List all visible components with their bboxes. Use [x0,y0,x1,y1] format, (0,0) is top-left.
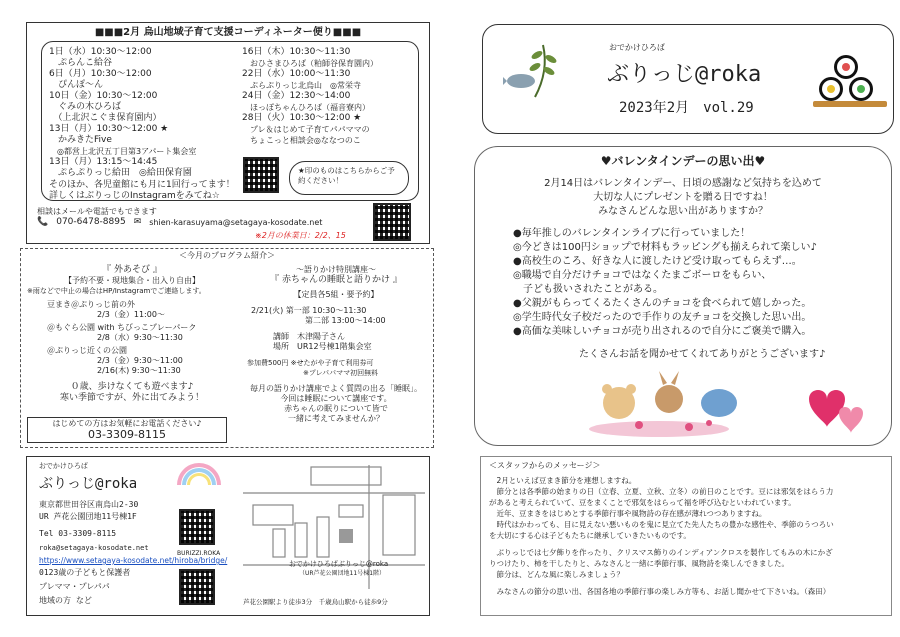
leaf-illustration [503,41,563,101]
schedule-left-10: 13日（月）13:15～14:45 [49,157,158,167]
map-label: おでかけひろばぶりっじ@roka [289,560,389,568]
access-line-1: UR 芦花公園団地11号棟1F [39,512,137,521]
masthead-name: ぶりっじ@roka [607,62,762,87]
schedule-right-7: プレ＆はじめて子育てパパママの [242,125,370,134]
staff-box [480,456,892,616]
soto-item-5: 2/3（金）9:30～11:00 [97,356,183,365]
valentine-items [513,227,817,339]
valentine-item-4: 子ども扱いされたことがある。 [513,284,663,295]
staff-paras [489,475,834,597]
schedule-left-8: かみきたFive [49,135,112,145]
soto-sub: 【予約不要・現地集合・出入り自由】 [64,276,200,285]
masthead-issue: 2023年2月 vol.29 [619,100,754,116]
soto-footer1: ０歳、歩けなくても遊べます♪ [70,382,194,392]
valentine-intro-1: 大切な人にプレゼントを贈る日ですね！ [593,192,773,203]
call-label: はじめての方はお気軽にお電話ください♪ [52,419,202,428]
phone-icon: 📞 [37,217,49,227]
access-small-title: おでかけひろば [39,462,88,470]
talk-msg1: 毎月の語りかけ講座でよく質問の出る「睡眠」。 [250,384,422,393]
reserve-bubble [289,161,409,195]
access-target2: プレママ・プレパパ [39,582,110,591]
staff-para-2: があると考えられていて、豆をまくことで邪気をはらって福を呼び込むといわれています。 [489,498,796,507]
soto-item-3: 2/8（水）9:30～11:30 [97,333,183,342]
soto-footer2: 寒い季節ですが、外に出てみよう！ [59,393,204,403]
schedule-left [49,47,235,202]
soto-column [27,265,237,404]
schedule-right [242,47,378,146]
schedule-left-6: （上北沢こぐま保育園内） [49,113,162,123]
holiday-note: ※2月の休業日：2/2、15 [255,231,346,240]
access-target1: 0123歳の子どもと保護者 [39,568,131,577]
mail-icon: ✉ [133,217,142,227]
call-box [27,417,227,443]
talk-cap: 【定員各5組・要予約】 [293,290,379,299]
talk-fee2: ※プレパパママ初回無料 [303,369,379,377]
schedule-left-7: 13日（月）10:30～12:00 ★ [49,124,169,134]
reserve-bubble-text: ★印のものはこちらからご予約ください！ [298,166,395,185]
talk-msg3: 赤ちゃんの眠りについて皆で [284,404,388,413]
staff-para-11: みなさんの節分の思い出、各国各地の季節行事の楽しみ方等も、お話し聞かせて下さいね。（森田） [489,587,831,596]
access-logo: ぶりっじ@roka [39,476,138,492]
staff-para-0: 2月といえば豆まき節分を連想しますね。 [489,476,637,485]
soto-item-2: ＠もぐら公園 with ちびっこプレーパーク [47,323,197,332]
program-header: ＜今月のプログラム紹介＞ [179,251,275,260]
talk-title: 『 赤ちゃんの睡眠と語りかけ 』 [270,275,402,285]
staff-para-8: りつけたり、柿を干したりと、みなさんと一緒に季節行事、風物詩を楽しんできました。 [489,559,789,568]
masthead-small: おでかけひろば [609,43,665,52]
staff-para-4: 時代はかわっても、目に見えない悪いものを鬼に見立てた先人たちの豊かな感性や、季節のうつろい [489,520,834,529]
program-box [20,248,434,448]
access-target3: 地域の方 など [39,596,92,605]
coordinator-note1: そのほか、各児童館にも月に1回行ってます！ [49,180,235,190]
talk-msg2: 今回は睡眠について講座です。 [280,394,392,403]
soto-note: ※雨などで中止の場合はHP/Instagramでご連絡します。 [27,287,206,295]
sushi-roll-icon [811,49,889,117]
valentine-illustration [579,369,879,439]
contact-label: 相談はメールや電話でもできます [37,207,157,216]
schedule-right-0: 16日（木）10:30～11:30 [242,47,351,57]
valentine-item-0: ●毎年推しのバレンタインライブに行っていました！ [513,228,751,239]
contact-email[interactable]: shien-karasuyama@setagaya-kosodate.net [149,217,323,227]
instagram-qr-code[interactable] [243,157,279,193]
valentine-title: ♥バレンタインデーの思い出♥ [600,154,766,168]
schedule-left-1: ぷらんこ給谷 [49,58,113,68]
staff-para-3: 近年、豆まきをはじめとする季節行事や風物詩の存在感が薄れつつありますね。 [489,509,767,518]
staff-header: ＜スタッフからのメッセージ＞ [489,461,601,470]
valentine-item-2: ●高校生のころ、好きな人に渡したけど受け取ってもらえず…。 [513,256,802,267]
access-line-2: Tel 03-3309-8115 [39,529,117,538]
schedule-right-2: 22日（水）10:00～11:30 [242,69,351,79]
contact-row [37,217,322,228]
schedule-left-4: 10日（金）10:30～12:00 [49,91,158,101]
valentine-item-3: ◎職場で自分だけチョコではなくたまごボーロをもらい、 [513,270,772,281]
talk-date1: 2/21(火) 第一部 10:30～11:30 [251,306,367,315]
valentine-box [474,146,892,446]
valentine-intro [475,177,891,219]
valentine-intro-0: 2月14日はバレンタインデー、日頃の感謝など気持ちを込めて [544,178,822,189]
animals-chocolate-icon [579,369,879,439]
contact-qr-code[interactable] [373,203,411,241]
call-phone[interactable]: 03-3309-8115 [88,428,166,441]
leaf-icon [503,41,563,101]
schedule-right-4: 24日（金）12:30～14:00 [242,91,351,101]
access-line-0: 東京都世田谷区南烏山2-30 [39,500,139,509]
staff-para-1: 節分とは各季節の始まりの日（立春、立夏、立秋、立冬）の前日のことです。豆には邪気をはらう力 [489,487,834,496]
valentine-item-7: ●高価な美味しいチョコが売り出されるので自分にご褒美で購入。 [513,326,812,337]
coordinator-note2: 詳しくはぶりっじのInstagramをみてね☆ [49,191,220,201]
talk-date2: 第二部 13:00～14:00 [305,316,386,325]
staff-para-7: ぶりっじでは七夕飾りを作ったり、クリスマス飾りのインディアンクロスを製作してもみの木にかざ [489,548,833,557]
schedule-right-5: ほっぽちゃんひろば（福音寮内） [242,103,370,112]
valentine-item-6: ◎学生時代女子校だったので手作りの友チョコを交換した思い出。 [513,312,812,323]
access-line-3: roka@setagaya-kosodate.net [39,544,149,552]
schedule-left-11: ぷらぷりっじ給田 ◎給田保育園 [49,168,192,178]
schedule-left-9: ◎都営上北沢五丁目第3アパート集会室 [49,147,197,156]
masthead-box [482,24,894,134]
valentine-item-1: ◎今どきは100円ショップで材料もラッピングも揃えられて楽しい♪ [513,242,817,253]
valentine-item-5: ●父親がもらってくるたくさんのチョコを食べられて嬉しかった。 [513,298,812,309]
access-url[interactable]: https://www.setagaya-kosodate.net/hiroba/bridge/ [39,556,228,565]
talk-teacher: 講師 木津陽子さん [273,332,345,341]
talk-sub: 〜語りかけ特別講座〜 [296,265,376,274]
talk-column [243,265,429,424]
staff-para-5: を大切にする心は子どもたちに継承していきたいものです。 [489,531,691,540]
schedule-right-1: おひさまひろば（粕師谷保育園内） [242,59,378,68]
coordinator-title: ■■■2月 烏山地域子育て支援コーディネーター便り■■■ [94,27,362,38]
talk-msg4: 一緒に考えてみませんか？ [288,414,384,423]
map-sub: （UR芦花公園団地11号棟1階） [299,570,386,577]
valentine-thanks: たくさんお話を聞かせてくれてありがとうございます♪ [579,349,826,360]
contact-phone[interactable]: 070-6478-8895 [56,217,126,227]
access-qr-caption: BURIZZI.ROKA [177,550,221,557]
access-box [26,456,430,616]
coordinator-box [26,22,430,244]
soto-item-1: 2/3（金）11:00～ [97,310,165,319]
schedule-left-2: 6日（月）10:30～12:00 [49,69,152,79]
rainbow-logo [177,463,221,493]
ehomaki-illustration [811,49,889,117]
talk-place: 場所 UR12号棟1階集会室 [273,342,372,351]
soto-item-6: 2/16(木) 9:30～11:30 [97,366,181,375]
access-qr-code-bottom[interactable] [179,569,215,605]
access-qr-code-top[interactable] [179,509,215,545]
access-map [243,465,425,589]
valentine-intro-2: みなさんどんな思い出がありますか？ [598,206,768,217]
schedule-left-5: ぐみの木ひろば [49,102,122,112]
map-caption: 芦花公園駅より徒歩3分 千歳烏山駅から徒歩9分 [243,598,388,606]
schedule-right-8: ちょこっと相談会◎ななつのこ [242,136,361,145]
schedule-right-3: ぷらぷりっじ北烏山 ◎常栄寺 [242,81,361,90]
talk-fee: 参加費500円 ※せたがや子育て利用券可 [247,359,374,367]
schedule-right-6: 28日（火）10:30～12:00 ★ [242,113,362,123]
staff-para-9: 節分は、どんな風に楽しみましょう？ [489,570,624,579]
schedule-left-3: ぴんぽ〜ん [49,80,104,90]
schedule-left-0: 1日（水）10:30～12:00 [49,47,152,57]
soto-title: 『 外あそび 』 [102,265,162,275]
soto-item-4: ＠ぷりっじ近くの公園 [47,346,127,355]
soto-item-0: 豆まき＠ぷりっじ前の外 [47,300,135,309]
